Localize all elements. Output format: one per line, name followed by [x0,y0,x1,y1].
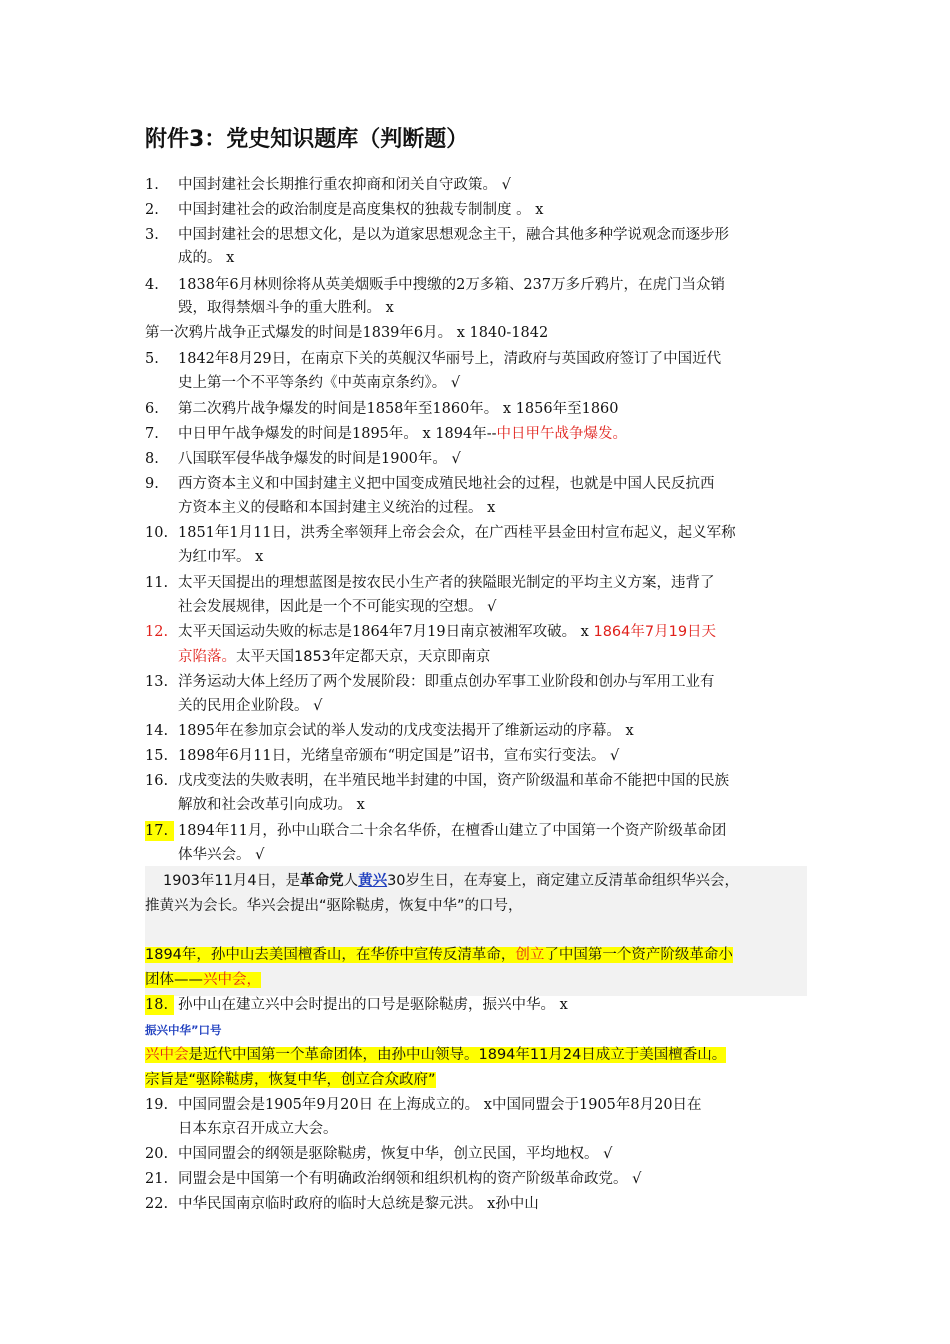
item-number: 9. [145,476,159,492]
item-number: 10. [145,525,169,541]
note-text: 推黄兴为会长。华兴会提出“驱除鞑虏，恢复中华”的口号， [145,898,523,914]
item-number: 15. [145,748,169,764]
item-number: 4. [145,277,159,293]
note-text-red: 创立 [515,947,545,963]
item-text: 同盟会是中国第一个有明确政治纲领和组织机构的资产阶级革命政党。 √ [178,1171,642,1187]
item-text: 中国同盟会是1905年9月20日 在上海成立的。 x中国同盟会于1905年8月20日在 [178,1097,702,1113]
note-text: 1894年，孙中山去美国檀香山，在华侨中宣传反清革命， [145,947,516,963]
item-text: 戊戌变法的失败表明，在半殖民地半封建的中国，资产阶级温和革命不能把中国的民族 [178,773,729,789]
item-text: 解放和社会改革引向成功。 x [178,797,365,813]
item-number: 19. [145,1097,169,1113]
item-number: 22. [145,1196,169,1212]
item-annotation-red: 中日甲午战争爆发。 [496,426,627,442]
item-number: 7. [145,426,159,442]
item-text: 1842年8月29日，在南京下关的英舰汉华丽号上，清政府与英国政府签订了中国近代 [178,351,722,367]
note-text-red: 兴中会， [203,972,261,988]
item-text: 成的。 x [178,250,235,266]
item-text: 关的民用企业阶段。 √ [178,698,323,714]
item-text: 1894年11月，孙中山联合二十余名华侨，在檀香山建立了中国第一个资产阶级革命团 [178,823,727,839]
note-text-red: 兴中会 [145,1047,189,1063]
note-line [145,1045,726,1065]
item-number: 13. [145,674,169,690]
item-number: 20. [145,1146,169,1162]
item-text: 洋务运动大体上经历了两个发展阶段：即重点创办军事工业阶段和创办与军用工业有 [178,674,715,690]
item-annotation-red: 1864年7月19日天 [593,624,717,640]
item-annotation: 太平天国1853年定都天京，天京即南京 [236,649,491,665]
note-text: 30岁生日，在寿宴上，商定建立反清革命组织华兴会， [387,873,740,889]
item-text: 史上第一个不平等条约《中英南京条约》。 √ [178,375,461,391]
huang-xing-link[interactable]: 黄兴 [358,873,388,889]
item-text: 1898年6月11日，光绪皇帝颁布“明定国是”诏书，宣布实行变法。 √ [178,748,620,764]
item-number: 1. [145,177,159,193]
note-text: 是近代中国第一个革命团体，由孙中山领导。1894年11月24日成立于美国檀香山。 [188,1047,727,1063]
note-line [145,970,261,990]
item-text: 中国封建社会长期推行重农抑商和闭关自守政策。 √ [178,177,511,193]
item-number: 11. [145,575,169,591]
item-text: 1838年6月林则徐将从英美烟贩手中搜缴的2万多箱、237万多斤鸦片，在虎门当众销 [178,277,726,293]
note-text: 宗旨是“驱除鞑虏，恢复中华，创立合众政府” [145,1072,436,1088]
item-text: 社会发展规律，因此是一个不可能实现的空想。 √ [178,599,497,615]
note-text: 人 [343,873,359,889]
item-number: 17. [145,821,174,841]
page-title: 附件3：党史知识题库（判断题） [145,127,469,152]
note-line [163,871,739,891]
note-text-bold: 革命党 [300,873,344,889]
item-text: 太平天国提出的理想蓝图是按农民小生产者的狭隘眼光制定的平均主义方案，违背了 [178,575,715,591]
item-number: 16. [145,773,169,789]
item-text: 方资本主义的侵略和本国封建主义统治的过程。 x [178,500,496,516]
item-text: 中国封建社会的思想文化，是以为道家思想观念主干，融合其他多种学说观念而逐步形 [178,227,729,243]
item-text: 中华民国南京临时政府的临时大总统是黎元洪。 x孙中山 [178,1196,539,1212]
item-number: 18. [145,995,174,1015]
note-line [145,1070,436,1090]
item-text: 太平天国运动失败的标志是1864年7月19日南京被湘军攻破。 x [178,624,594,640]
item-number: 8. [145,451,159,467]
item-text: 八国联军侵华战争爆发的时间是1900年。 √ [178,451,461,467]
note-text: 团体—— [145,972,203,988]
item-text: 西方资本主义和中国封建主义把中国变成殖民地社会的过程，也就是中国人民反抗西 [178,476,715,492]
item-text: 中国封建社会的政治制度是高度集权的独裁专制制度 。 x [178,202,544,218]
item-text: 1851年1月11日，洪秀全率领拜上帝会会众，在广西桂平县金田村宣布起义，起义军称 [178,525,736,541]
item-text: 孙中山在建立兴中会时提出的口号是驱除鞑虏，振兴中华。 x [178,997,568,1013]
note-line [145,945,733,965]
item-annotation-red: 京陷落。 [178,649,236,665]
item-number: 5. [145,351,159,367]
item-text: 为红巾军。 x [178,549,264,565]
item-number: 3. [145,227,159,243]
item-number: 2. [145,202,159,218]
item-text: 第二次鸦片战争爆发的时间是1858年至1860年。 x 1856年至1860 [178,401,619,417]
note-text: 了中国第一个资产阶级革命小 [544,947,733,963]
item-text: 中国同盟会的纲领是驱除鞑虏，恢复中华，创立民国，平均地权。 √ [178,1146,613,1162]
item-text: 体华兴会。 √ [178,847,265,863]
item-text: 日本东京召开成立大会。 [178,1121,338,1137]
item-number: 6. [145,401,159,417]
note-text: 第一次鸦片战争正式爆发的时间是1839年6月。 x 1840-1842 [145,325,549,341]
item-number: 12. [145,624,169,640]
note-line [145,896,523,916]
item-text: 中日甲午战争爆发的时间是1895年。 x 1894年-- [178,426,497,442]
note-text: 1903年11月4日，是 [163,873,301,889]
item-number: 21. [145,1171,169,1187]
item-text: 毁，取得禁烟斗争的重大胜利。 x [178,300,394,316]
item-text: 1895年在参加京会试的举人发动的戊戌变法揭开了维新运动的序幕。 x [178,723,634,739]
item-number: 14. [145,723,169,739]
slogan-link[interactable]: 振兴中华”口号 [145,1023,222,1037]
